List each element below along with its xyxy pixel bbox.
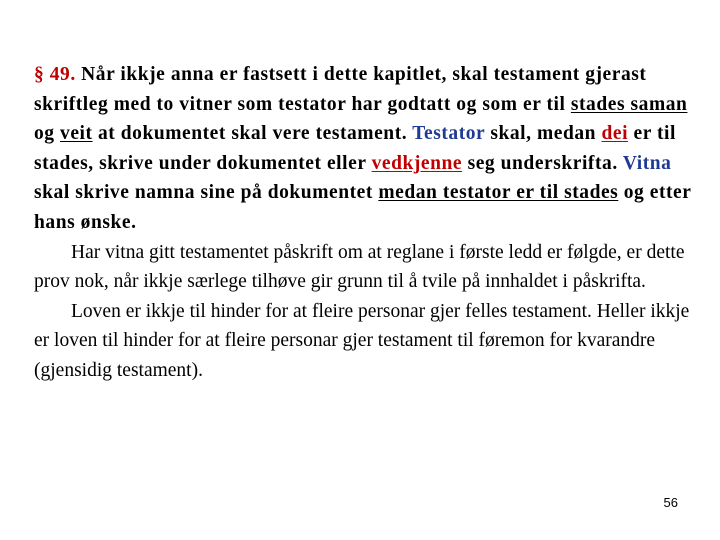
- text-run: er til stades, skrive under dokumentet eller: [34, 123, 676, 174]
- text-run: skal, medan: [484, 123, 602, 145]
- term-vedkjenne: vedkjenne: [371, 152, 463, 174]
- text-run: Når ikkje anna er fastsett i dette kapitlet, skal testament gjerast skriftleg med to vitner som testator har godtatt og som er til: [34, 64, 647, 115]
- text-run: at dokumentet skal vere testament.: [92, 123, 413, 145]
- section-sign: § 49.: [34, 64, 76, 85]
- term-dei: dei: [601, 123, 629, 145]
- term-vitna: Vitna: [622, 152, 672, 174]
- term-stades-saman: stades saman: [570, 93, 688, 115]
- text-run: og: [34, 123, 61, 145]
- term-testator: Testator: [412, 123, 485, 145]
- paragraph-third: Loven er ikkje til hinder for at fleire personar gjer felles testament. Heller ikkje er loven til hinder for at fleire personar gjer testament til føremon for kvarandre (gjensidig testament).: [34, 300, 690, 381]
- slide-content: [34, 60, 694, 386]
- text-run: seg underskrifta.: [462, 152, 623, 174]
- section-49-paragraph: [34, 60, 694, 238]
- term-medan-testator-er-til-stades: medan testator er til stades: [378, 182, 619, 204]
- text-run: og etter hans ønske.: [34, 182, 692, 233]
- term-veit: veit: [60, 123, 93, 145]
- text-run: skal skrive namna sine på dokumentet: [34, 182, 379, 204]
- paragraph-second: Har vitna gitt testamentet påskrift om at reglane i første ledd er følgde, er dette prov nok, når ikkje særlege tilhøve gir grunn til å tvile på innhaldet i påskrifta.: [34, 241, 685, 293]
- page-number: 56: [663, 495, 678, 510]
